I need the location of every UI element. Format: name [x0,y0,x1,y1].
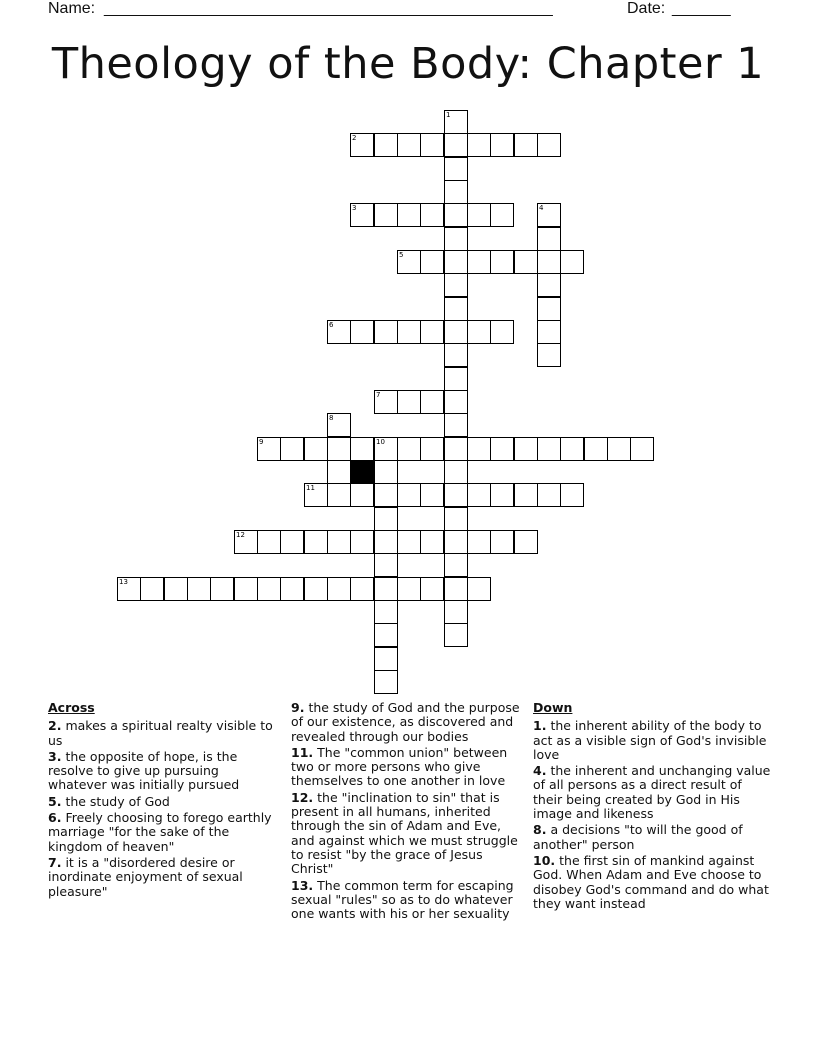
crossword-block-cell [350,460,374,484]
crossword-cell[interactable] [514,437,538,461]
across-heading: Across [48,700,95,715]
crossword-cell[interactable] [467,437,491,461]
clue-number: 4. [533,763,547,779]
crossword-cell[interactable] [444,343,468,367]
clue-down-1 [533,719,773,762]
crossword-cell[interactable] [374,507,398,531]
crossword-cell[interactable] [467,577,491,601]
crossword-cell[interactable] [420,530,444,554]
name-field-line[interactable]: ______________________________________________________ [104,0,553,17]
clue-number: 5. [48,793,62,809]
crossword-cell[interactable] [350,577,374,601]
crossword-cell[interactable] [397,577,421,601]
crossword-cell[interactable] [374,600,398,624]
cell-number: 10 [376,438,385,446]
crossword-cell[interactable] [444,413,468,437]
crossword-cell[interactable] [304,437,328,461]
crossword-cell[interactable] [444,483,468,507]
cell-number: 1 [446,111,451,119]
cell-number: 12 [236,531,245,539]
cell-number: 8 [329,414,334,422]
clue-number: 9. [291,700,305,715]
crossword-cell[interactable] [537,343,561,367]
clue-text: makes a spiritual realty visible to us [48,718,273,748]
crossword-cell[interactable] [490,250,514,274]
crossword-cell[interactable] [537,483,561,507]
crossword-cell[interactable] [537,133,561,157]
crossword-cell[interactable] [537,250,561,274]
crossword-cell[interactable] [467,133,491,157]
crossword-cell[interactable] [444,577,468,601]
clue-number: 6. [48,810,62,826]
crossword-cell[interactable] [374,483,398,507]
clue-text: the study of God [65,793,170,809]
crossword-cell[interactable] [514,483,538,507]
crossword-cell[interactable] [560,250,584,274]
crossword-cell[interactable] [257,437,281,461]
crossword-cell[interactable] [467,250,491,274]
crossword-cell[interactable] [444,227,468,251]
crossword-cell[interactable] [444,623,468,647]
clue-number: 1. [533,718,547,734]
crossword-cell[interactable] [420,483,444,507]
crossword-cell[interactable] [374,437,398,461]
crossword-cell[interactable] [374,553,398,577]
crossword-cell[interactable] [560,437,584,461]
page-title: Theology of the Body: Chapter 1 [51,39,765,89]
clue-text: the opposite of hope, is the resolve to give up pursuing whatever was initially pursued [48,748,240,793]
date-field-line[interactable]: _______ [672,0,731,17]
crossword-cell[interactable] [327,437,351,461]
crossword-cell[interactable] [280,437,304,461]
cell-number: 13 [119,578,128,586]
crossword-cell[interactable] [374,577,398,601]
cell-number: 2 [352,134,357,142]
crossword-cell[interactable] [537,437,561,461]
crossword-cell[interactable] [304,577,328,601]
crossword-cell[interactable] [514,530,538,554]
crossword-cell[interactable] [327,577,351,601]
cell-number: 6 [329,321,334,329]
crossword-cell[interactable] [397,250,421,274]
crossword-cell[interactable] [234,577,258,601]
crossword-cell[interactable] [397,203,421,227]
crossword-cell[interactable] [514,250,538,274]
crossword-cell[interactable] [420,133,444,157]
crossword-cell[interactable] [490,203,514,227]
crossword-cell[interactable] [444,367,468,391]
crossword-cell[interactable] [280,577,304,601]
crossword-cell[interactable] [444,460,468,484]
crossword-cell[interactable] [374,390,398,414]
crossword-cell[interactable] [350,133,374,157]
crossword-cell[interactable] [444,157,468,181]
crossword-cell[interactable] [537,297,561,321]
clue-down-8 [533,823,773,852]
clue-number: 8. [533,822,547,838]
clue-text: the study of God and the purpose of our existence, as discovered and revealed through our bodies [291,700,520,744]
clue-across-5 [48,795,280,809]
crossword-cell[interactable] [444,600,468,624]
crossword-cell[interactable] [327,320,351,344]
crossword-cell[interactable] [444,297,468,321]
crossword-cell[interactable] [444,250,468,274]
crossword-cell[interactable] [444,110,468,134]
crossword-cell[interactable] [374,203,398,227]
clue-across-3 [48,750,280,793]
crossword-cell[interactable] [444,530,468,554]
crossword-cell[interactable] [374,133,398,157]
crossword-cell[interactable] [117,577,141,601]
crossword-cell[interactable] [630,437,654,461]
crossword-cell[interactable] [420,250,444,274]
crossword-cell[interactable] [467,203,491,227]
clue-across-13 [291,879,527,922]
cell-number: 3 [352,204,357,212]
crossword-cell[interactable] [467,530,491,554]
crossword-cell[interactable] [490,320,514,344]
clue-number: 13. [291,877,314,893]
crossword-cell[interactable] [490,437,514,461]
clue-number: 11. [291,744,314,760]
crossword-cell[interactable] [444,320,468,344]
clue-text: Freely choosing to forego earthly marriage "for the sake of the kingdom of heaven" [48,810,272,854]
crossword-cell[interactable] [210,577,234,601]
crossword-cell[interactable] [374,530,398,554]
crossword-cell[interactable] [420,203,444,227]
crossword-cell[interactable] [537,273,561,297]
crossword-cell[interactable] [420,390,444,414]
crossword-cell[interactable] [467,320,491,344]
crossword-cell[interactable] [374,647,398,671]
clue-across-11 [291,746,527,789]
clue-down-4 [533,764,773,821]
crossword-cell[interactable] [490,133,514,157]
crossword-cell[interactable] [537,203,561,227]
crossword-cell[interactable] [257,577,281,601]
cell-number: 9 [259,438,264,446]
crossword-cell[interactable] [304,483,328,507]
clue-text: it is a "disordered desire or inordinate enjoyment of sexual pleasure" [48,854,243,899]
down-clues-column [533,701,773,913]
crossword-cell[interactable] [350,320,374,344]
clue-number: 7. [48,854,62,870]
clue-text: The common term for escaping sexual "rules" so as to do whatever one wants with his or her sexuality [291,877,514,922]
crossword-cell[interactable] [374,623,398,647]
cell-number: 7 [376,391,381,399]
crossword-cell[interactable] [444,553,468,577]
clue-text: the "inclination to sin" that is present in all humans, inherited through the sin of Adam and Eve, and against which we must struggle to resist "by the grace of Jesus Christ" [291,789,518,877]
crossword-cell[interactable] [327,530,351,554]
crossword-cell[interactable] [350,437,374,461]
clue-number: 3. [48,748,62,764]
clue-number: 2. [48,718,62,734]
crossword-cell[interactable] [467,483,491,507]
crossword-cell[interactable] [350,483,374,507]
clue-across-9 [291,701,527,744]
crossword-cell[interactable] [187,577,211,601]
crossword-cell[interactable] [140,577,164,601]
crossword-cell[interactable] [444,273,468,297]
clue-text: the inherent and unchanging value of all persons as a direct result of their being created by God in His image and likeness [533,763,771,822]
crossword-cell[interactable] [560,483,584,507]
clue-across-7 [48,856,280,899]
crossword-cell[interactable] [537,320,561,344]
crossword-cell[interactable] [444,437,468,461]
crossword-cell[interactable] [607,437,631,461]
crossword-cell[interactable] [234,530,258,554]
clue-number: 10. [533,852,556,868]
crossword-cell[interactable] [257,530,281,554]
clue-text: a decisions "to will the good of another" person [533,822,743,852]
crossword-cell[interactable] [490,530,514,554]
cell-number: 5 [399,251,404,259]
clue-text: the first sin of mankind against God. When Adam and Eve choose to disobey God's command and do what they want instead [533,852,769,911]
crossword-cell[interactable] [327,483,351,507]
crossword-cell[interactable] [420,577,444,601]
crossword-cell[interactable] [164,577,188,601]
down-heading: Down [533,700,573,715]
crossword-cell[interactable] [397,437,421,461]
crossword-cell[interactable] [584,437,608,461]
crossword-cell[interactable] [444,133,468,157]
crossword-cell[interactable] [304,530,328,554]
crossword-cell[interactable] [374,320,398,344]
crossword-cell[interactable] [514,133,538,157]
crossword-cell[interactable] [397,530,421,554]
clue-across-2 [48,719,280,748]
across-clues-column [48,701,280,901]
date-label: Date: [627,0,666,17]
crossword-cell[interactable] [397,390,421,414]
crossword-cell[interactable] [327,460,351,484]
crossword-cell[interactable] [397,483,421,507]
crossword-cell[interactable] [350,203,374,227]
crossword-cell[interactable] [444,203,468,227]
name-label: Name: [48,0,96,17]
crossword-cell[interactable] [374,460,398,484]
crossword-cell[interactable] [444,180,468,204]
crossword-cell[interactable] [537,227,561,251]
across-clues-column-continued [291,701,527,923]
crossword-cell[interactable] [444,507,468,531]
crossword-cell[interactable] [350,530,374,554]
clue-down-10 [533,854,773,911]
clue-across-12 [291,791,527,877]
clue-number: 12. [291,789,314,805]
crossword-cell[interactable] [420,437,444,461]
clue-text: the inherent ability of the body to act as a visible sign of God's invisible love [533,718,767,762]
crossword-cell[interactable] [374,670,398,694]
cell-number: 11 [306,484,315,492]
clue-across-6 [48,811,280,854]
crossword-cell[interactable] [397,320,421,344]
crossword-cell[interactable] [420,320,444,344]
crossword-cell[interactable] [444,390,468,414]
crossword-cell[interactable] [327,413,351,437]
clue-text: The "common union" between two or more persons who give themselves to one another in love [291,744,508,789]
crossword-cell[interactable] [490,483,514,507]
cell-number: 4 [539,204,544,212]
crossword-cell[interactable] [397,133,421,157]
crossword-cell[interactable] [280,530,304,554]
